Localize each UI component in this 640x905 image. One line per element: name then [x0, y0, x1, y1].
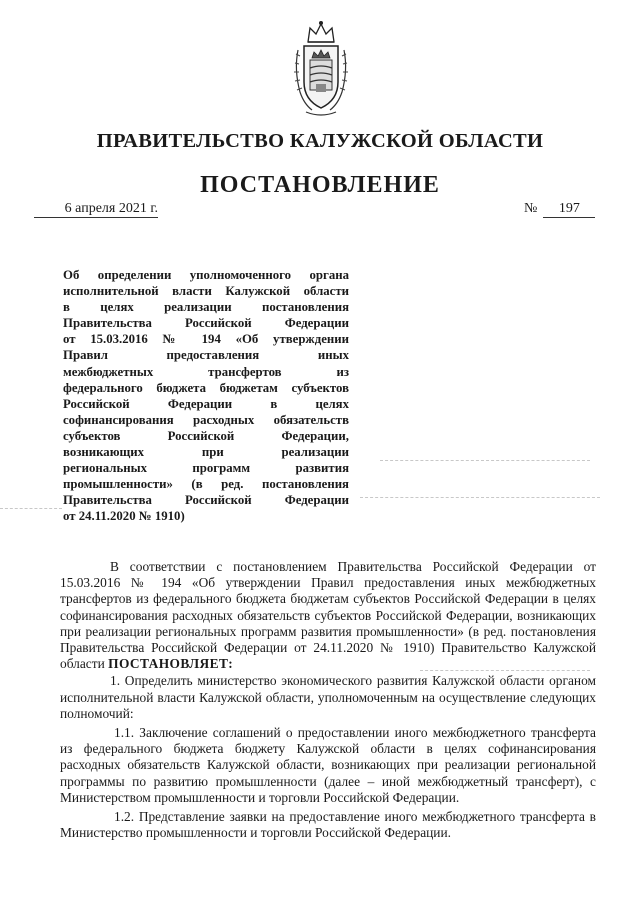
subject-line: промышленности» (в ред. постановления [63, 477, 349, 492]
subject-line: Правил предоставления иных [63, 348, 349, 363]
subject-line: софинансирования расходных обязательств [63, 412, 349, 427]
subject-line: от 24.11.2020 № 1910) [63, 509, 185, 524]
subject-line: межбюджетных трансфертов из [63, 364, 349, 379]
preamble-paragraph [60, 559, 596, 672]
subject-line: в целях реализации постановления [63, 300, 349, 315]
subject-line: Российской Федерации в целях [63, 396, 349, 411]
subject-line: субъектов Российской Федерации, [63, 428, 349, 443]
subject-line: федерального бюджета бюджетам субъектов [63, 380, 349, 395]
scan-artifact-line [360, 497, 600, 498]
item-1-paragraph: 1. Определить министерство экономического развития Калужской области органом исполнительной власти Калужской области, уполномоченным на осуществление следующих полномочий: [60, 673, 596, 721]
number-label: № [524, 201, 538, 216]
decree-word: ПОСТАНОВЛЯЕТ: [108, 656, 234, 672]
document-number [524, 200, 595, 218]
subject-line: исполнительной власти Калужской области [63, 284, 349, 299]
subject-line: Об определении уполномоченного органа [63, 268, 349, 282]
number-value: 197 [543, 200, 595, 218]
document-type-heading: ПОСТАНОВЛЕНИЕ [200, 172, 440, 198]
document-body [60, 559, 596, 841]
item-1-2-paragraph: 1.2. Представление заявки на предоставление иного межбюджетного трансферта в Министерство промышленности и торговли Российской Федерации. [60, 809, 596, 841]
subject-line: Правительства Российской Федерации [63, 316, 349, 331]
government-title: ПРАВИТЕЛЬСТВО КАЛУЖСКОЙ ОБЛАСТИ [96, 130, 544, 152]
preamble-text: В соответствии с постановлением Правительства Российской Федерации от 15.03.2016 № 194 «Об утверждении Правил предоставления иных межбюджетных трансфертов из федерального бюджета бюджетам субъектов Российской Федерации в целях софинансирования расходных обязательств субъектов Российской Федерации, возникающих при реализации региональных программ развития промышленности» (в ред. постановления Правительства Российской Федерации от 24.11.2020 № 1910) Правительство Калужской области [60, 559, 596, 672]
kaluga-coat-of-arms-icon [290, 20, 352, 120]
subject-line: региональных программ развития [63, 461, 349, 476]
subject-line: от 15.03.2016 № 194 «Об утверждении [63, 332, 349, 347]
document-date: 6 апреля 2021 г. [34, 200, 158, 218]
subject-line: Правительства Российской Федерации [63, 493, 349, 508]
document-subject [63, 267, 349, 525]
subject-line: возникающих при реализации [63, 445, 349, 460]
item-1-1-paragraph: 1.1. Заключение соглашений о предоставлении иного межбюджетного трансферта из федерального бюджета бюджету Калужской области в целях софинансирования расходных обязательств Калужской области, возникающих при реализации региональной программы по развитию промышленности (далее – иной межбюджетный трансферт), с Министерством промышленности и торговли Российской Федерации. [60, 725, 596, 805]
scan-artifact-line [380, 460, 590, 461]
scan-artifact-line [0, 508, 62, 509]
